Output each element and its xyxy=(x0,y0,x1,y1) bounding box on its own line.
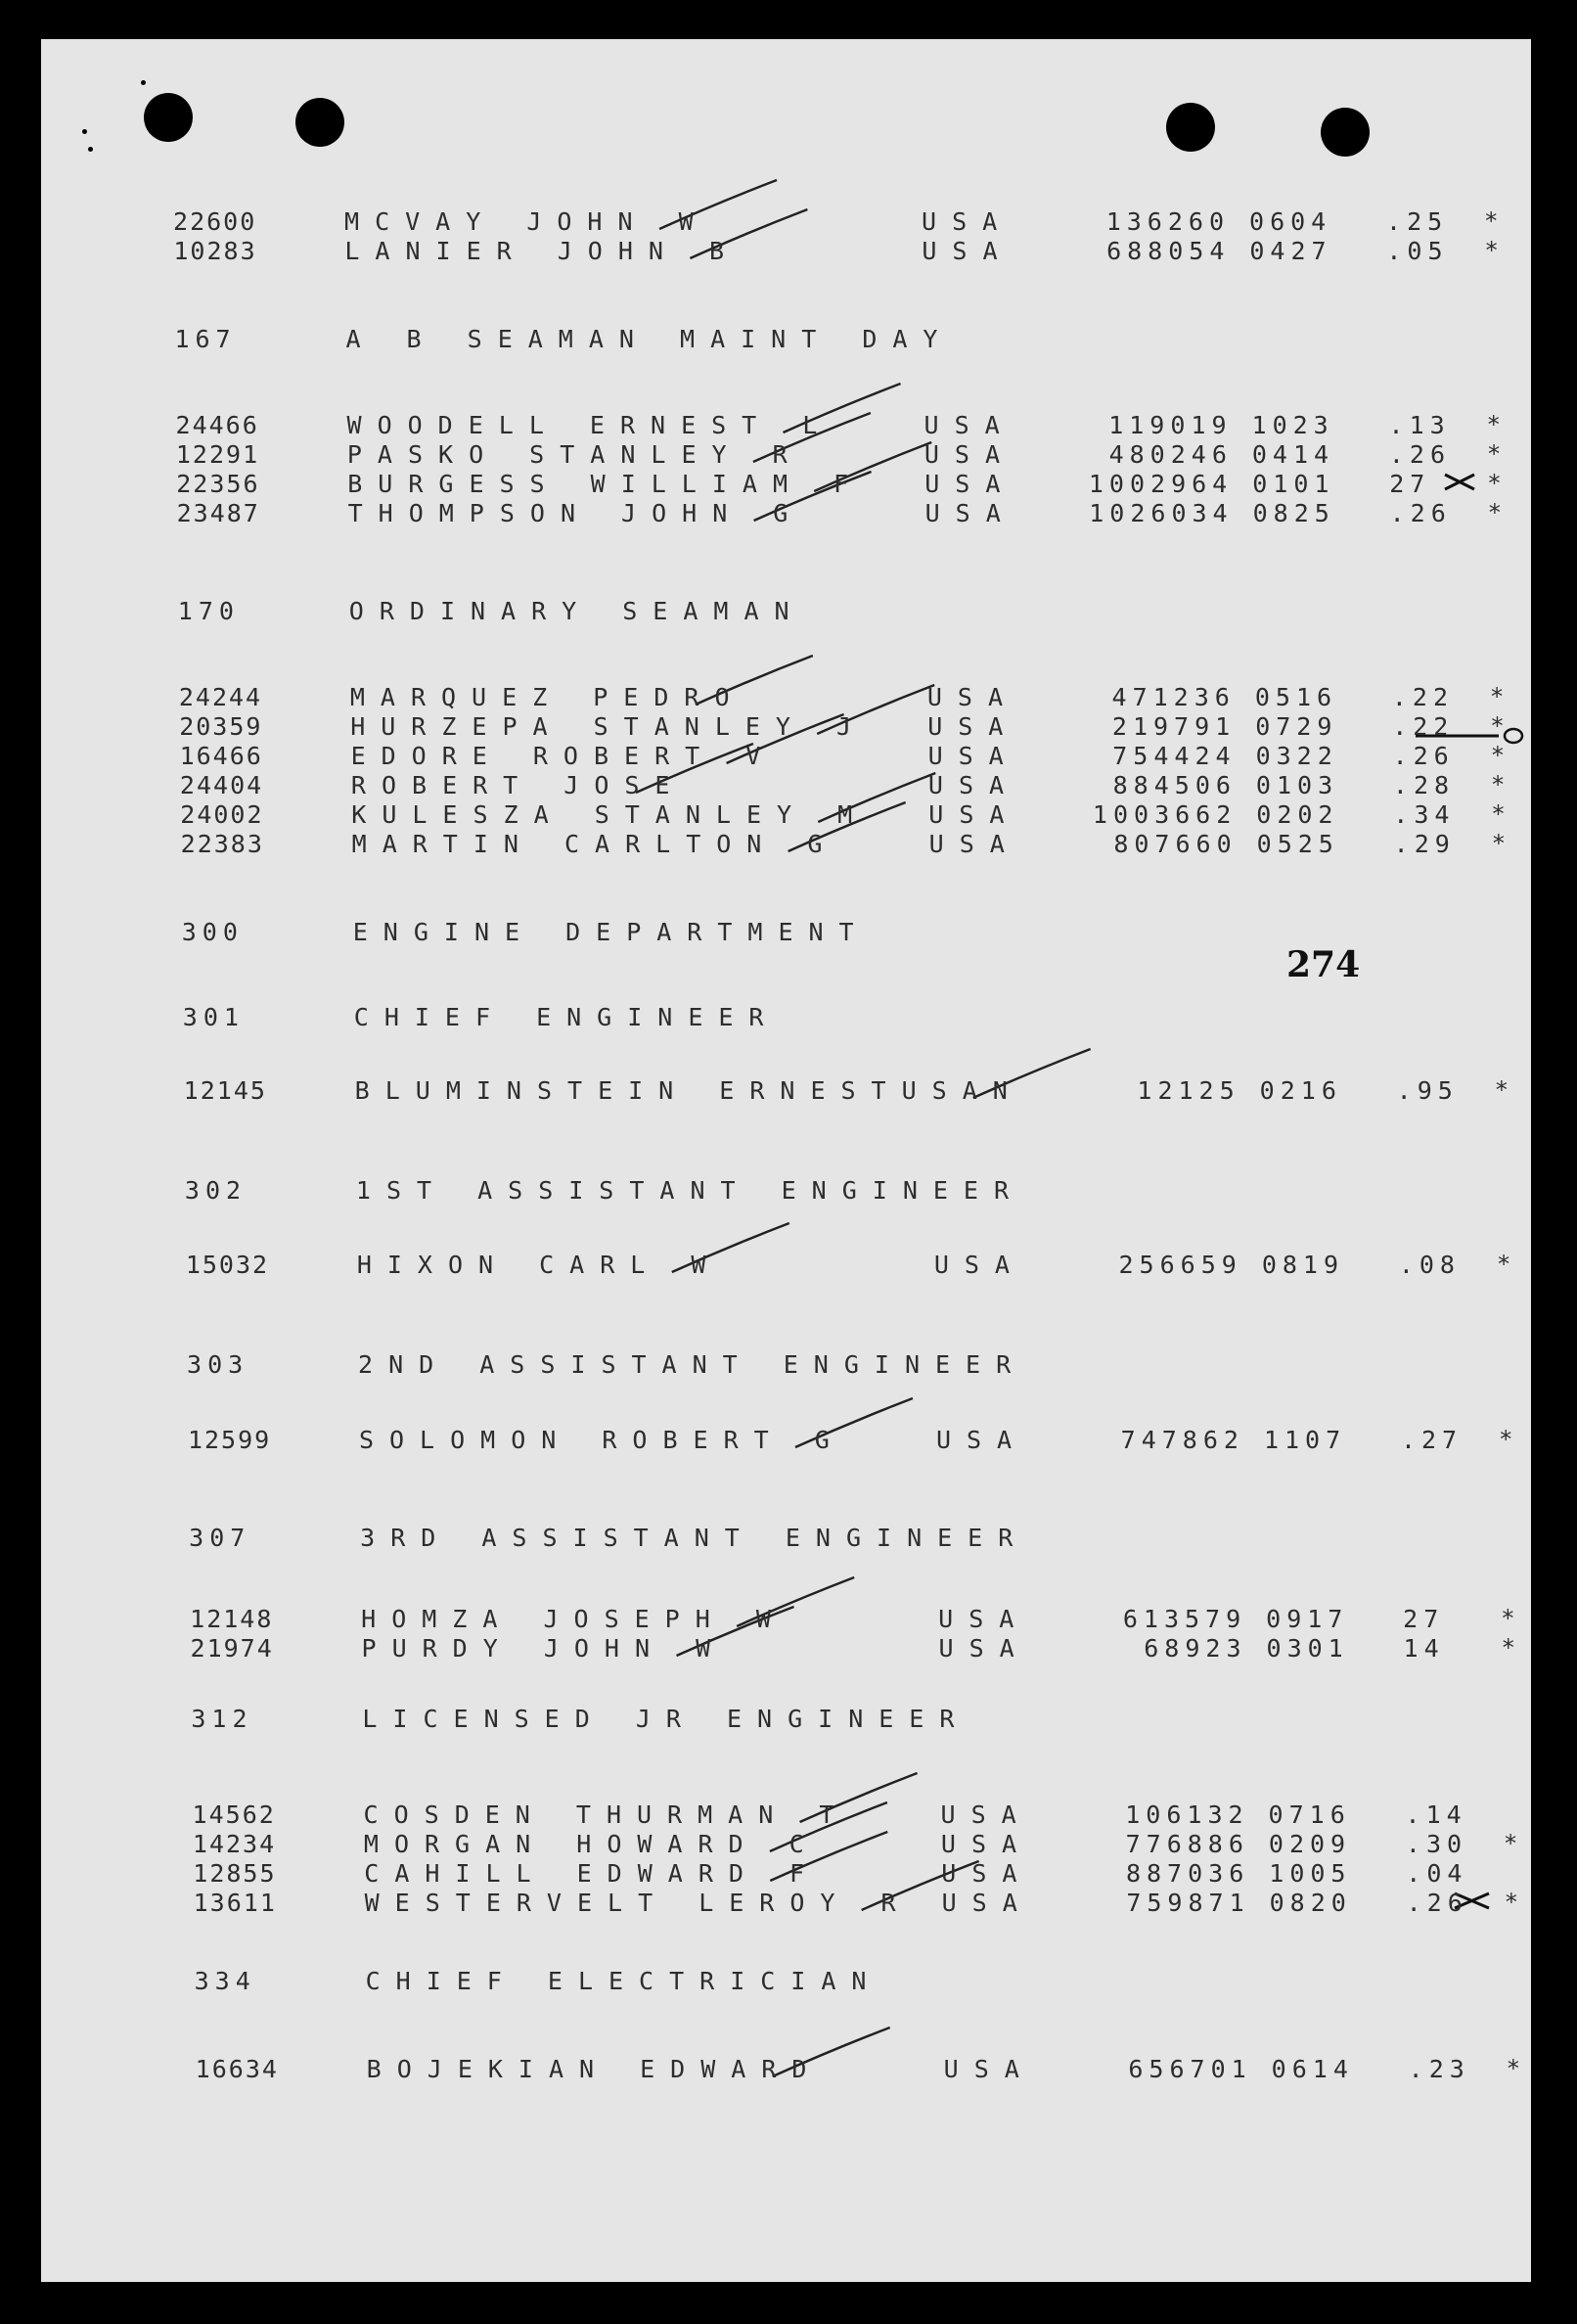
roster-row xyxy=(193,1830,1531,1863)
rate-value: .08 xyxy=(1398,1251,1461,1279)
date-code: 0414 xyxy=(1251,440,1335,469)
asterisk-mark: * xyxy=(1503,1830,1520,1857)
section-code: 307 xyxy=(189,1524,251,1552)
nationality: USA xyxy=(941,1889,1033,1917)
section-code: 301 xyxy=(182,1003,245,1031)
crew-name: MARQUEZ PEDRO xyxy=(349,683,745,711)
crew-id: 12855 xyxy=(193,1859,277,1888)
date-code: 0216 xyxy=(1259,1076,1342,1105)
date-code: 0301 xyxy=(1266,1634,1349,1663)
crew-id: 22356 xyxy=(176,470,260,498)
date-code: 0516 xyxy=(1254,683,1338,711)
crew-name: COSDEN THURMAN T xyxy=(363,1800,850,1829)
crew-name: PASKO STANLEY R xyxy=(346,440,803,469)
rate-value: .05 xyxy=(1386,237,1449,265)
roster-row xyxy=(193,1800,1531,1834)
document-number: 219791 xyxy=(1111,712,1237,741)
crew-id: 24466 xyxy=(175,411,259,439)
document-number: 688054 xyxy=(1106,237,1231,265)
roster-row xyxy=(173,237,1523,270)
crew-id: 24244 xyxy=(178,683,263,711)
document-number: 747862 xyxy=(1120,1426,1244,1454)
crew-name: BOJEKIAN EDWARD xyxy=(366,2055,823,2083)
roster-row xyxy=(180,742,1530,775)
section-title: A B SEAMAN MAINT DAY xyxy=(345,325,954,353)
crew-id: 12148 xyxy=(190,1605,274,1633)
rate-value: 14 xyxy=(1403,1634,1445,1663)
section-header xyxy=(185,1176,1359,1209)
section-code: 312 xyxy=(191,1705,253,1733)
nationality: USA xyxy=(928,830,1020,858)
document-number: 754424 xyxy=(1112,742,1237,770)
document-number: 471236 xyxy=(1111,683,1236,711)
roster-row xyxy=(188,1426,1531,1459)
asterisk-mark: * xyxy=(1501,1605,1517,1632)
section-title: 2ND ASSISTANT ENGINEER xyxy=(358,1350,1027,1379)
roster-row xyxy=(186,1251,1531,1284)
crew-name: HOMZA JOSEPH W xyxy=(361,1605,787,1633)
asterisk-mark: * xyxy=(1491,830,1509,857)
nationality: USA xyxy=(927,712,1019,741)
roster-row xyxy=(177,499,1527,532)
document-number: 68923 xyxy=(1144,1634,1247,1663)
document-number: 759871 xyxy=(1126,1889,1250,1917)
asterisk-mark: * xyxy=(1496,1251,1513,1278)
section-header xyxy=(178,597,1352,630)
roster-row xyxy=(194,1889,1531,1922)
section-header xyxy=(189,1524,1363,1557)
nationality: USA xyxy=(935,1426,1028,1454)
section-title: ENGINE DEPARTMENT xyxy=(352,918,870,946)
rate-value: .22 xyxy=(1391,683,1454,711)
section-code: 170 xyxy=(177,597,240,625)
crew-id: 12599 xyxy=(187,1426,272,1454)
crew-id: 12145 xyxy=(183,1076,267,1105)
crew-name: BURGESS WILLIAM F xyxy=(347,470,865,498)
section-header xyxy=(182,918,1356,951)
date-code: 1023 xyxy=(1251,411,1334,439)
document-number: 12125 xyxy=(1137,1076,1240,1105)
asterisk-mark: * xyxy=(1501,1634,1517,1662)
crew-name: SOLOMON ROBERT G xyxy=(358,1426,845,1454)
roster-row xyxy=(190,1605,1531,1638)
nationality: USA xyxy=(927,771,1020,799)
document-number: 1002964 xyxy=(1088,470,1234,498)
rate-value: .95 xyxy=(1396,1076,1459,1105)
nationality: USA xyxy=(924,499,1016,527)
document-number: 1026034 xyxy=(1089,499,1234,527)
crew-id: 13611 xyxy=(193,1889,277,1917)
roster-row xyxy=(181,830,1531,863)
section-header xyxy=(174,325,1348,358)
nationality: USA xyxy=(938,1605,1030,1633)
section-code: 334 xyxy=(194,1967,256,1995)
section-title: 1ST ASSISTANT ENGINEER xyxy=(355,1176,1025,1205)
document-number: 887036 xyxy=(1125,1859,1250,1888)
asterisk-mark: * xyxy=(1486,411,1503,438)
date-code: 0322 xyxy=(1255,742,1338,770)
nationality: USA xyxy=(933,1251,1025,1279)
roster-row xyxy=(173,207,1523,241)
crew-name: HURZEPA STANLEY J xyxy=(350,712,868,741)
asterisk-mark: * xyxy=(1490,712,1507,740)
section-code: 167 xyxy=(174,325,237,353)
section-header xyxy=(187,1350,1361,1384)
crew-id: 23487 xyxy=(176,499,260,527)
section-title: ORDINARY SEAMAN xyxy=(348,597,805,625)
crew-name: BLUMINSTEIN ERNESTUSAN xyxy=(354,1076,1023,1105)
crew-id: 22383 xyxy=(180,830,264,858)
section-code: 302 xyxy=(184,1176,248,1205)
crew-id: 20359 xyxy=(179,712,263,741)
date-code: 0202 xyxy=(1256,800,1339,829)
rate-value: .22 xyxy=(1392,712,1455,741)
section-header xyxy=(191,1705,1365,1738)
crew-id: 16466 xyxy=(179,742,263,770)
roster-row xyxy=(180,800,1530,834)
crew-name: MORGAN HOWARD C xyxy=(363,1830,820,1858)
rate-value: .23 xyxy=(1408,2055,1470,2083)
date-code: 0209 xyxy=(1268,1830,1352,1858)
rate-value: .26 xyxy=(1406,1889,1468,1917)
date-code: 0604 xyxy=(1249,207,1332,236)
rate-value: .34 xyxy=(1393,800,1456,829)
asterisk-mark: * xyxy=(1487,499,1505,526)
document-number: 136260 xyxy=(1105,207,1231,236)
document-number: 884506 xyxy=(1112,771,1237,799)
roster-row xyxy=(191,1634,1531,1667)
date-code: 1005 xyxy=(1269,1859,1352,1888)
nationality: USA xyxy=(940,1800,1032,1829)
section-code: 300 xyxy=(181,918,244,946)
roster-row xyxy=(180,771,1530,804)
nationality: USA xyxy=(924,470,1016,498)
date-code: 0427 xyxy=(1249,237,1332,265)
asterisk-mark: * xyxy=(1490,771,1508,798)
nationality: USA xyxy=(927,742,1019,770)
crew-name: HIXON CARL W xyxy=(356,1251,722,1279)
asterisk-mark: * xyxy=(1498,1426,1515,1453)
crew-id: 10283 xyxy=(173,237,257,265)
rate-value: .27 xyxy=(1400,1426,1464,1454)
section-header xyxy=(195,1967,1369,2000)
section-code: 303 xyxy=(187,1350,249,1379)
date-code: 0716 xyxy=(1268,1800,1351,1829)
document-page xyxy=(41,39,1531,2282)
asterisk-mark: * xyxy=(1484,237,1501,264)
asterisk-mark: * xyxy=(1491,800,1508,828)
document-number: 1003662 xyxy=(1092,800,1238,829)
date-code: 0917 xyxy=(1266,1605,1349,1633)
asterisk-mark: * xyxy=(1486,440,1504,468)
section-title: 3RD ASSISTANT ENGINEER xyxy=(360,1524,1029,1552)
crew-id: 21974 xyxy=(190,1634,274,1663)
roster-row xyxy=(179,683,1529,716)
asterisk-mark: * xyxy=(1487,470,1504,497)
date-code: 0101 xyxy=(1252,470,1335,498)
page-stamp-number: 274 xyxy=(1286,944,1361,985)
rate-value: .29 xyxy=(1393,830,1456,858)
section-title: CHIEF ENGINEER xyxy=(353,1003,780,1031)
roster-row xyxy=(196,2055,1531,2088)
date-code: 0729 xyxy=(1255,712,1338,741)
document-number: 613579 xyxy=(1122,1605,1247,1633)
roster-row xyxy=(179,712,1529,746)
crew-name: THOMPSON JOHN G xyxy=(347,499,804,527)
rate-value: .04 xyxy=(1406,1859,1468,1888)
rate-value: .14 xyxy=(1405,1800,1467,1829)
nationality: USA xyxy=(940,1830,1033,1858)
rate-value: .13 xyxy=(1388,411,1451,439)
crew-name: MARTIN CARLTON G xyxy=(351,830,838,858)
document-number: 256659 xyxy=(1118,1251,1242,1279)
crew-id: 16634 xyxy=(195,2055,279,2083)
nationality: USA xyxy=(928,800,1020,829)
asterisk-mark: * xyxy=(1484,207,1501,235)
asterisk-mark: * xyxy=(1506,2055,1523,2082)
roster-row xyxy=(176,411,1526,444)
date-code: 1107 xyxy=(1263,1426,1347,1454)
nationality: USA xyxy=(922,237,1014,265)
date-code: 0825 xyxy=(1252,499,1335,527)
roster-row xyxy=(184,1076,1531,1110)
crew-name: WOODELL ERNEST L xyxy=(346,411,834,439)
crew-name: CAHILL EDWARD F xyxy=(364,1859,821,1888)
crew-name: EDORE ROBERT V xyxy=(350,742,777,770)
crew-name: PURDY JOHN W xyxy=(361,1634,727,1663)
crew-id: 22600 xyxy=(173,207,257,236)
roster-row xyxy=(193,1859,1531,1892)
nationality: USA xyxy=(943,2055,1035,2083)
document-number: 480246 xyxy=(1108,440,1233,469)
crew-name: ROBERT JOSE xyxy=(350,771,686,799)
rate-value: .25 xyxy=(1386,207,1449,236)
date-code: 0525 xyxy=(1256,830,1339,858)
rate-value: .30 xyxy=(1405,1830,1468,1858)
crew-id: 24002 xyxy=(180,800,264,829)
rate-value: 27 xyxy=(1403,1605,1445,1633)
date-code: 0820 xyxy=(1269,1889,1352,1917)
crew-id: 15032 xyxy=(185,1251,270,1279)
crew-id: 24404 xyxy=(179,771,264,799)
date-code: 0819 xyxy=(1261,1251,1345,1279)
rate-value: .26 xyxy=(1392,742,1455,770)
roster-row xyxy=(176,470,1526,503)
document-number: 106132 xyxy=(1125,1800,1249,1829)
nationality: USA xyxy=(924,411,1015,439)
date-code: 0103 xyxy=(1255,771,1339,799)
section-header xyxy=(183,1003,1357,1036)
crew-name: MCVAY JOHN W xyxy=(344,207,709,236)
roster-row xyxy=(176,440,1526,474)
nationality: USA xyxy=(941,1859,1033,1888)
crew-id: 14234 xyxy=(192,1830,277,1858)
crew-id: 14562 xyxy=(192,1800,276,1829)
nationality: USA xyxy=(924,440,1016,469)
rate-value: .26 xyxy=(1389,499,1452,527)
nationality: USA xyxy=(926,683,1018,711)
rate-value: .26 xyxy=(1388,440,1452,469)
crew-name: KULESZA STANLEY M xyxy=(351,800,869,829)
nationality: USA xyxy=(922,207,1014,236)
crew-id: 12291 xyxy=(175,440,260,469)
asterisk-mark: * xyxy=(1490,742,1508,769)
date-code: 0614 xyxy=(1271,2055,1354,2083)
rate-value: .28 xyxy=(1392,771,1456,799)
rate-value: 27 xyxy=(1389,470,1431,498)
section-title: LICENSED JR ENGINEER xyxy=(362,1705,970,1733)
document-number: 776886 xyxy=(1125,1830,1249,1858)
nationality: USA xyxy=(938,1634,1030,1663)
asterisk-mark: * xyxy=(1489,683,1507,710)
asterisk-mark: * xyxy=(1494,1076,1511,1104)
crew-name: LANIER JOHN B xyxy=(344,237,741,265)
section-title: CHIEF ELECTRICIAN xyxy=(365,1967,882,1995)
document-number: 119019 xyxy=(1108,411,1233,439)
document-number: 807660 xyxy=(1113,830,1238,858)
document-number: 656701 xyxy=(1128,2055,1252,2083)
asterisk-mark: * xyxy=(1504,1889,1521,1916)
crew-name: WESTERVELT LEROY R xyxy=(364,1889,912,1917)
pen-ticks-layer xyxy=(41,39,1531,2282)
